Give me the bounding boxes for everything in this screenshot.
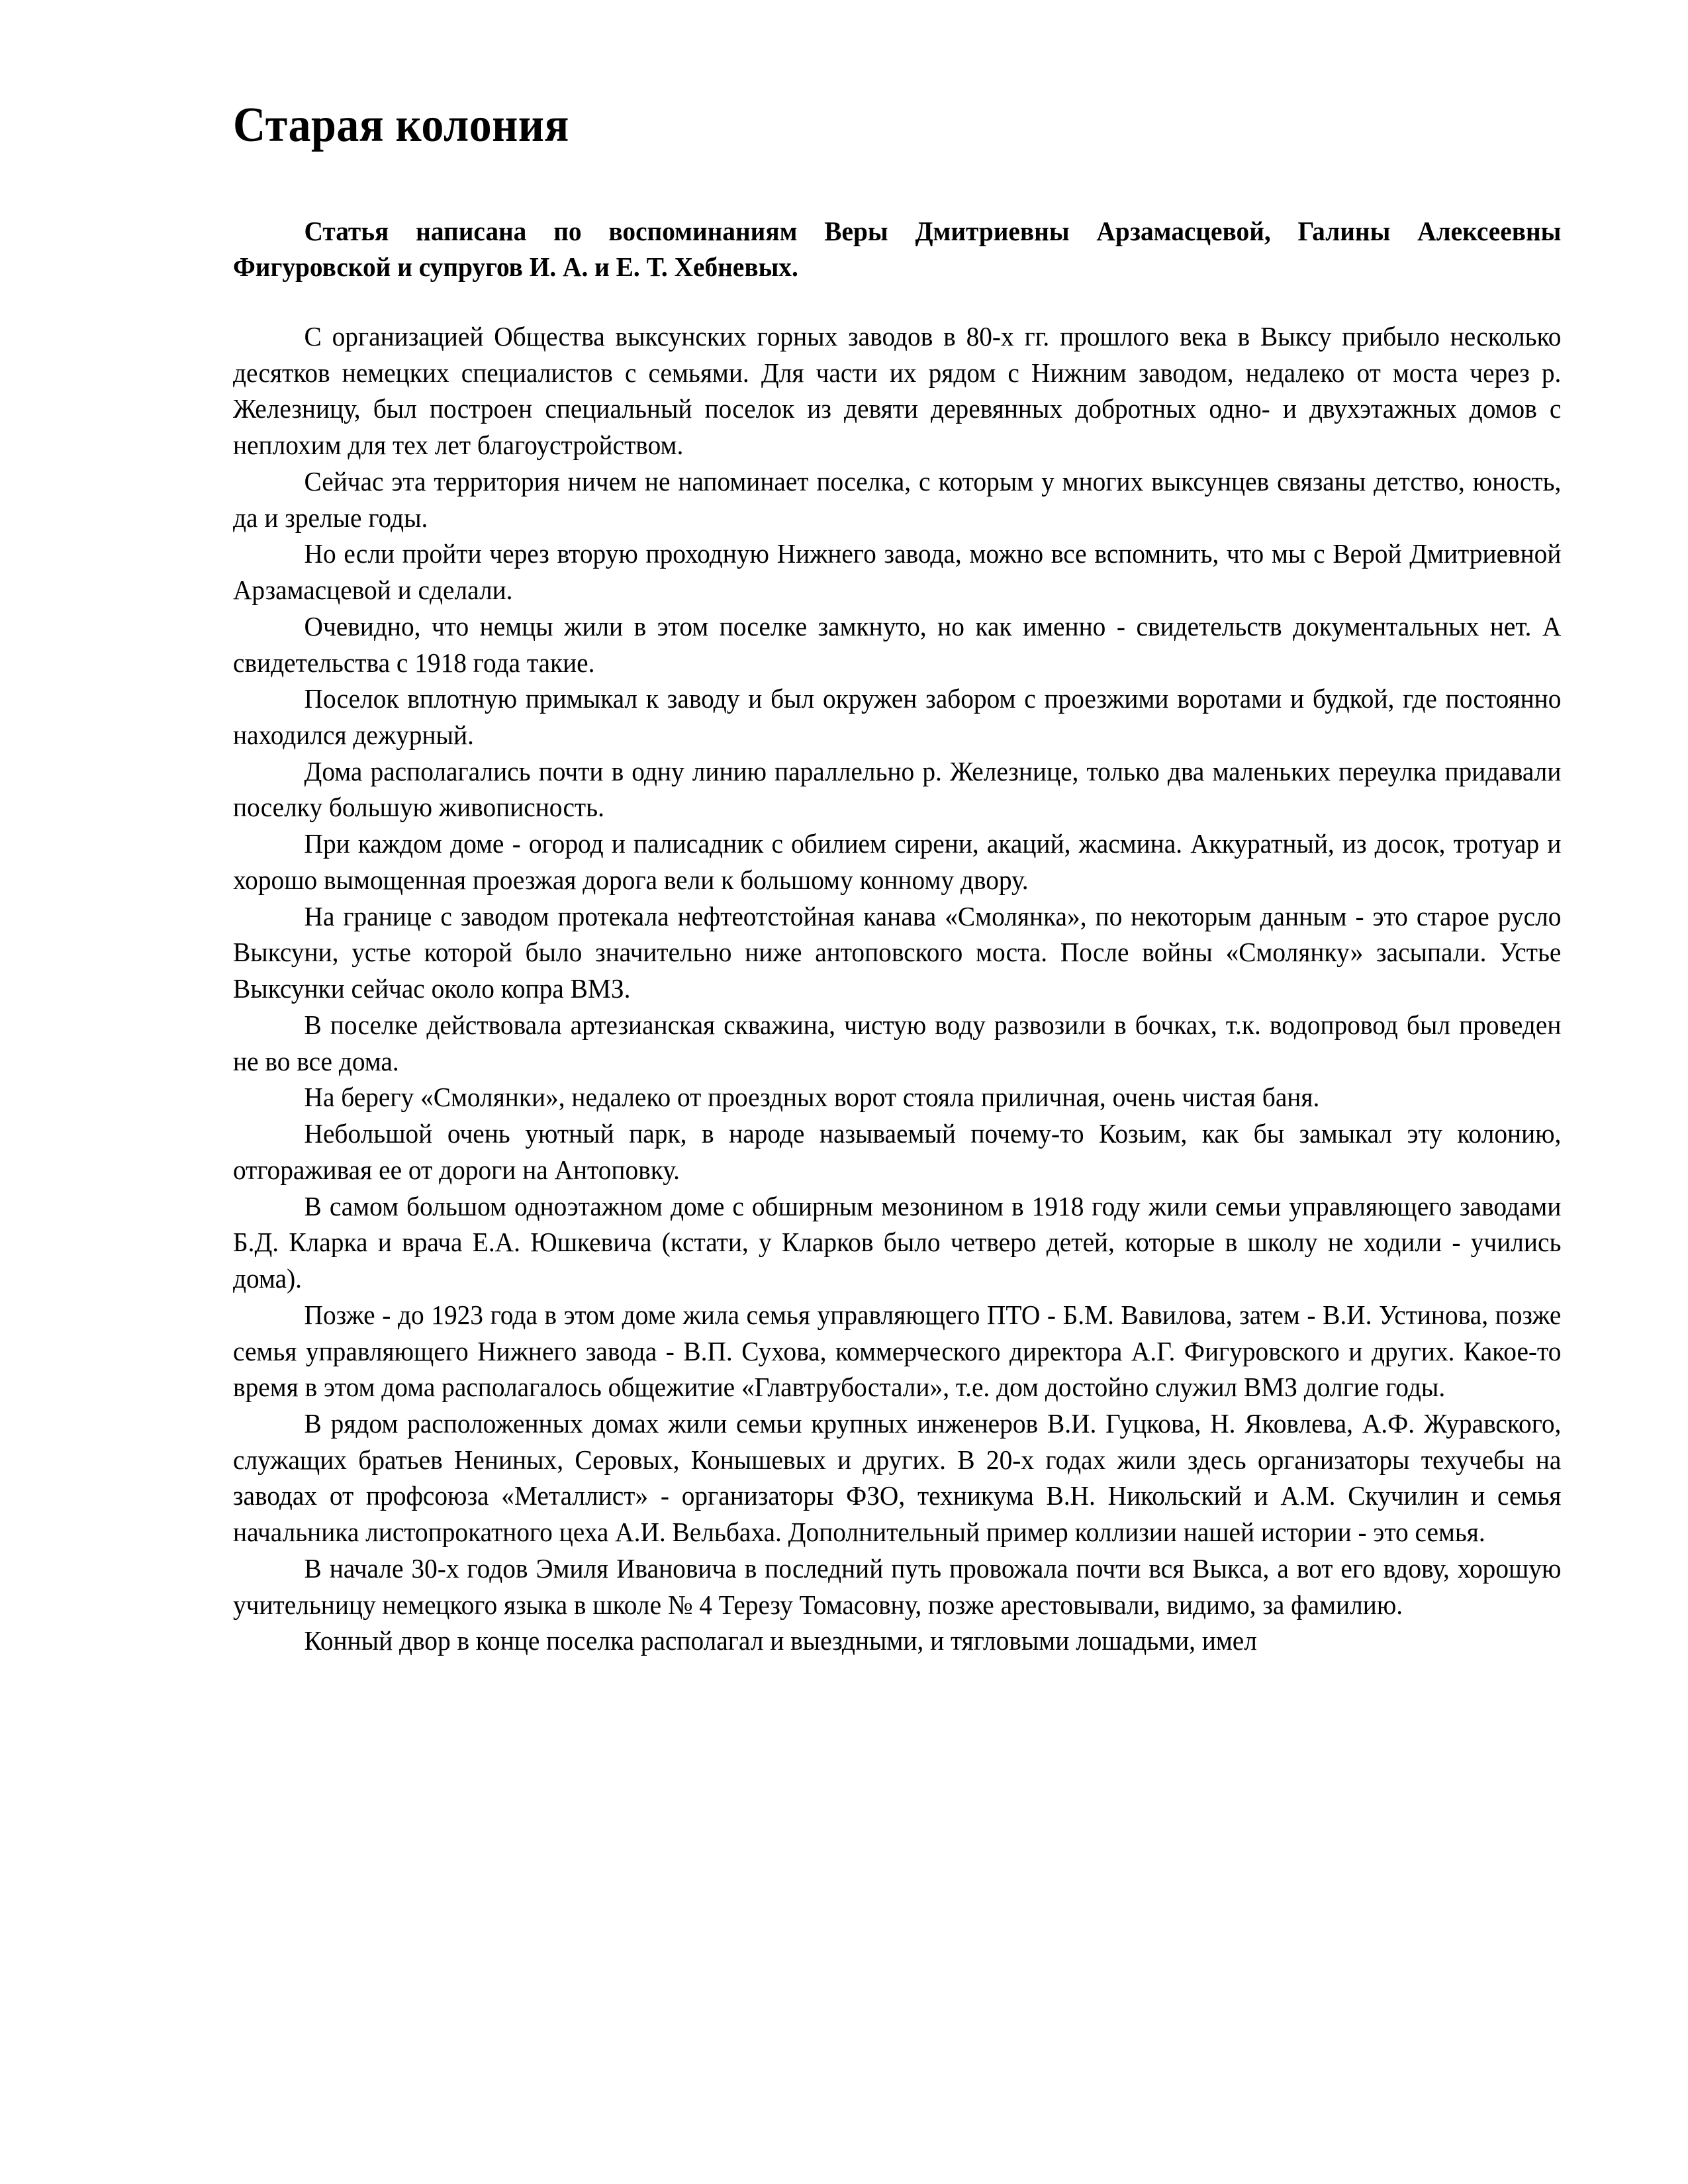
body-paragraph: В самом большом одноэтажном доме с обширным мезонином в 1918 году жили семьи управляющего заводами Б.Д. Кларка и врача Е.А. Юшкевича (кстати, у Кларков было четверо детей, которые в школу не ходили - учились дома). (233, 1190, 1562, 1294)
body-paragraph: В начале 30-х годов Эмиля Ивановича в последний путь провожала почти вся Выкса, а вот его вдову, хорошую учительницу немецкого языка в школе № 4 Терезу Томасовну, позже арестовывали, видимо, за фамилию. (233, 1552, 1562, 1620)
body-paragraph: В поселке действовала артезианская скважина, чистую воду развозили в бочках, т.к. водопровод был проведен не во все дома. (233, 1009, 1562, 1076)
body-paragraph: В рядом расположенных домах жили семьи крупных инженеров В.И. Гуцкова, Н. Яковлева, А.Ф. Журавского, служащих братьев Нениных, Серовых, Конышевых и других. В 20-х годах жили здесь организаторы техучебы на заводах от профсоюза «Металлист» - организаторы ФЗО, техникума В.Н. Никольский и А.М. Скучилин и семья начальника листопрокатного цеха А.И. Вельбаха. Дополнительный пример коллизии нашей истории - это семья. (233, 1407, 1562, 1548)
body-paragraph: С организацией Общества выксунских горных заводов в 80-х гг. прошлого века в Выксу прибыло несколько десятков немецких специалистов с семьями. Для части их рядом с Нижним заводом, недалеко от моста через р. Железницу, был построен специальный поселок из девяти деревянных добротных одно- и двухэтажных домов с неплохим для тех лет благоустройством. (233, 320, 1562, 461)
page-title: Старая колония (233, 98, 569, 152)
body-paragraph: Дома располагались почти в одну линию параллельно р. Железнице, только два маленьких переулка придавали поселку большую живописность. (233, 755, 1562, 823)
body-paragraph: При каждом доме - огород и палисадник с обилием сирени, акаций, жасмина. Аккуратный, из досок, тротуар и хорошо вымощенная проезжая дорога вели к большому конному двору. (233, 828, 1562, 895)
article-lede: Статья написана по воспоминаниям Веры Дмитриевны Арзамасцевой, Галины Алексеевны Фигуровской и супругов И. А. и Е. Т. Хебневых. (233, 215, 1562, 283)
body-paragraph: Но если пройти через вторую проходную Нижнего завода, можно все вспомнить, что мы с Верой Дмитриевной Арзамасцевой и сделали. (233, 538, 1562, 606)
body-paragraph: Поселок вплотную примыкал к заводу и был окружен забором с проезжими воротами и будкой, где постоянно находился дежурный. (233, 683, 1562, 751)
body-paragraph: Очевидно, что немцы жили в этом поселке замкнуто, но как именно - свидетельств документальных нет. А свидетельства с 1918 года такие. (233, 610, 1562, 678)
body-paragraph: Позже - до 1923 года в этом доме жила семья управляющего ПТО - Б.М. Вавилова, затем - В.И. Устинова, позже семья управляющего Нижнего завода - В.П. Сухова, коммерческого директора А.Г. Фигуровского и других. Какое-то время в этом дома располагалось общежитие «Главтрубостали», т.е. дом достойно служил ВМЗ долгие годы. (233, 1299, 1562, 1403)
body-paragraph: На границе с заводом протекала нефтеотстойная канава «Смолянка», по некоторым данным - это старое русло Выксуни, устье которой было значительно ниже антоповского моста. После войны «Смолянку» засыпали. Устье Выксунки сейчас около копра ВМЗ. (233, 900, 1562, 1004)
body-paragraph: На берегу «Смолянки», недалеко от проездных ворот стояла приличная, очень чистая баня. (304, 1082, 1320, 1113)
article-body (233, 318, 1561, 1659)
body-paragraph: Небольшой очень уютный парк, в народе называемый почему-то Козьим, как бы замыкал эту колонию, отгораживая ее от дороги на Антоповку. (233, 1118, 1562, 1185)
body-paragraph: Сейчас эта территория ничем не напоминает поселка, с которым у многих выксунцев связаны детство, юность, да и зрелые годы. (233, 465, 1562, 533)
document-content (233, 99, 1564, 1659)
body-paragraph: Конный двор в конце поселка располагал и выездными, и тягловыми лошадьми, имел (304, 1625, 1257, 1656)
